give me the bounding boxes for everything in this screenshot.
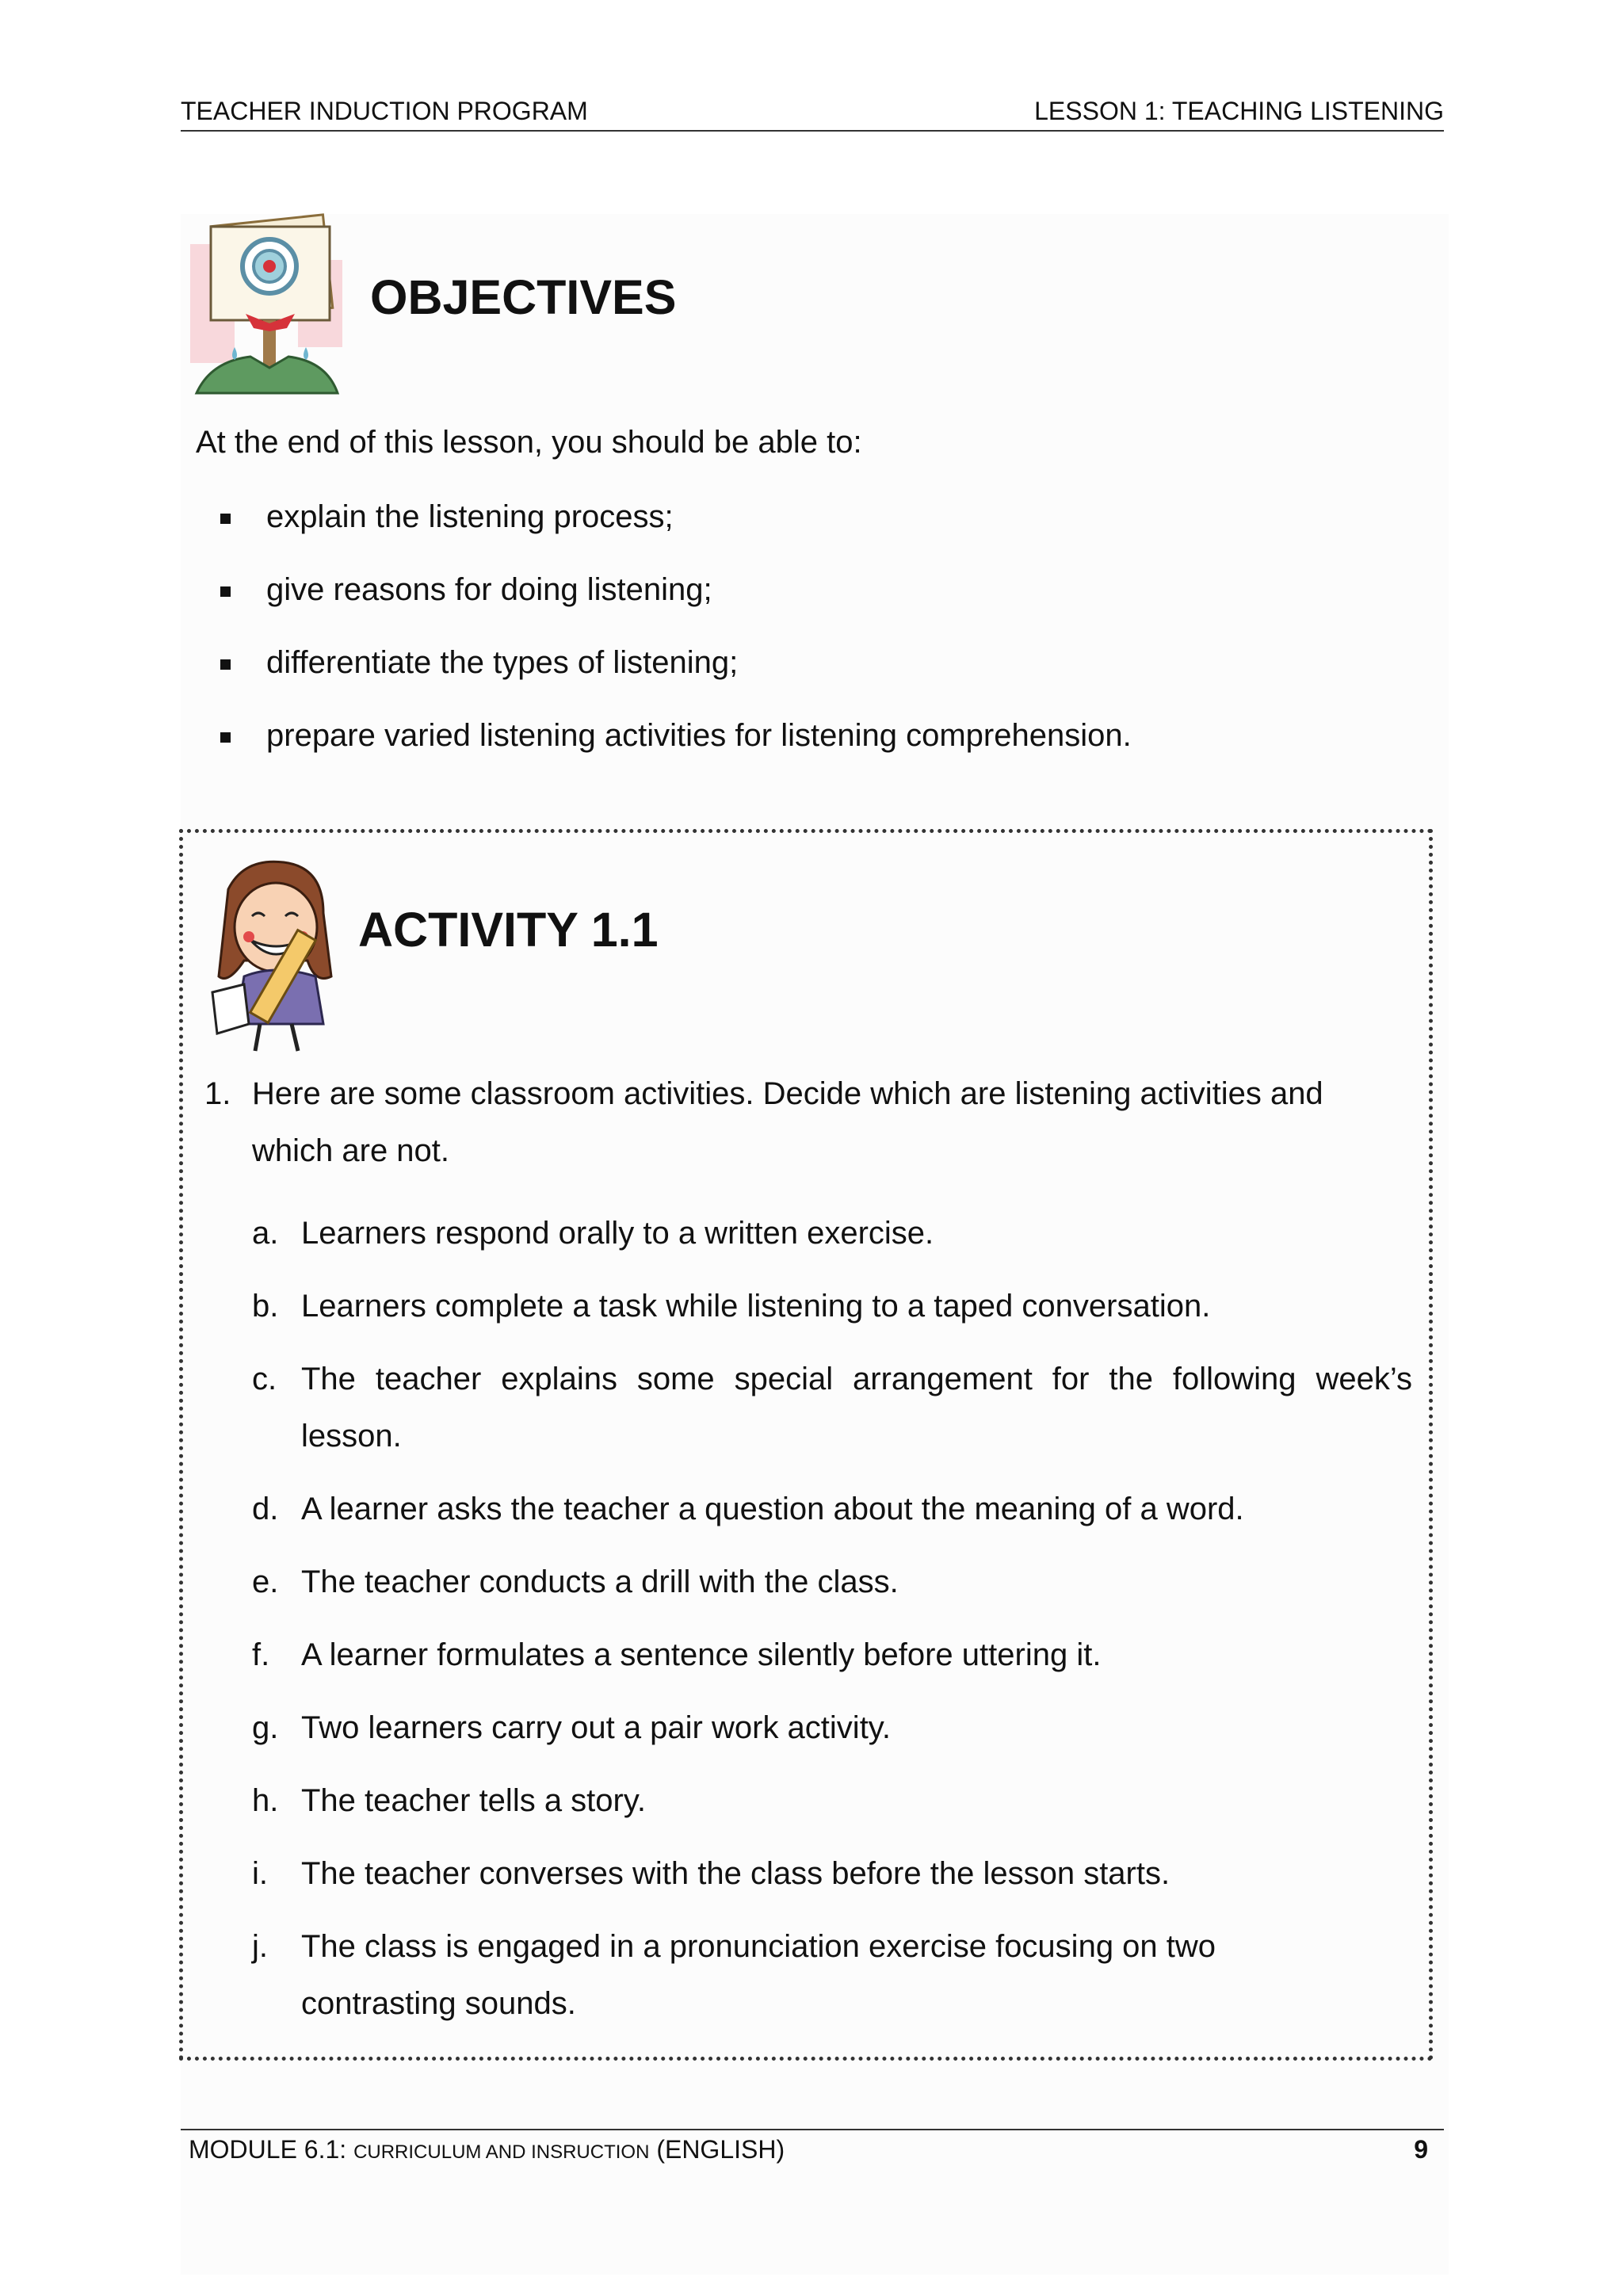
activity-items [252, 1205, 1412, 2048]
question-number: 1. [204, 1076, 231, 1111]
header-program: TEACHER INDUCTION PROGRAM [181, 97, 588, 125]
objectives-intro: At the end of this lesson, you should be able to: [196, 425, 862, 460]
target-sign-figure-icon [187, 212, 346, 396]
list-item: f. A learner formulates a sentence silently before uttering it. [252, 1637, 1102, 1672]
list-item: differentiate the types of listening; [216, 645, 1132, 718]
page-number: 9 [1414, 2135, 1428, 2164]
question-line: which are not. [252, 1133, 450, 1168]
question-line: Here are some classroom activities. Decide which are listening activities and [252, 1076, 1323, 1111]
list-item: a. Learners respond orally to a written exercise. [252, 1216, 934, 1251]
question-text [252, 1076, 1417, 1179]
list-item: give reasons for doing listening; [216, 572, 1132, 645]
header-lesson: LESSON 1: TEACHING LISTENING [1034, 97, 1444, 125]
list-item: h. The teacher tells a story. [252, 1783, 646, 1818]
objectives-list [216, 499, 1132, 791]
list-item: j. The class is engaged in a pronunciation exercise focusing on two contrasting sounds. [252, 1929, 1216, 2021]
list-item: explain the listening process; [216, 499, 1132, 572]
footer-module: MODULE 6.1: CURRICULUM AND INSRUCTION (ENGLISH) [189, 2135, 785, 2164]
activity-title: ACTIVITY 1.1 [358, 903, 659, 957]
page-header [181, 97, 1444, 132]
bullet-icon [220, 514, 231, 524]
list-item: prepare varied listening activities for listening comprehension. [216, 718, 1132, 791]
list-item: c. The teacher explains some special arrangement for the following week’s lesson. [252, 1362, 1412, 1454]
list-item: b. Learners complete a task while listening to a taped conversation. [252, 1289, 1211, 1324]
list-item: e. The teacher conducts a drill with the class. [252, 1564, 899, 1599]
bullet-icon [220, 659, 231, 670]
list-item: d. A learner asks the teacher a question about the meaning of a word. [252, 1492, 1244, 1526]
objectives-title: OBJECTIVES [370, 270, 677, 324]
list-item: g. Two learners carry out a pair work activity. [252, 1710, 891, 1745]
list-item: i. The teacher converses with the class before the lesson starts. [252, 1856, 1170, 1891]
page-footer [181, 2129, 1444, 2164]
girl-with-pencil-icon [197, 858, 355, 1056]
bullet-icon [220, 586, 231, 597]
bullet-icon [220, 732, 231, 743]
